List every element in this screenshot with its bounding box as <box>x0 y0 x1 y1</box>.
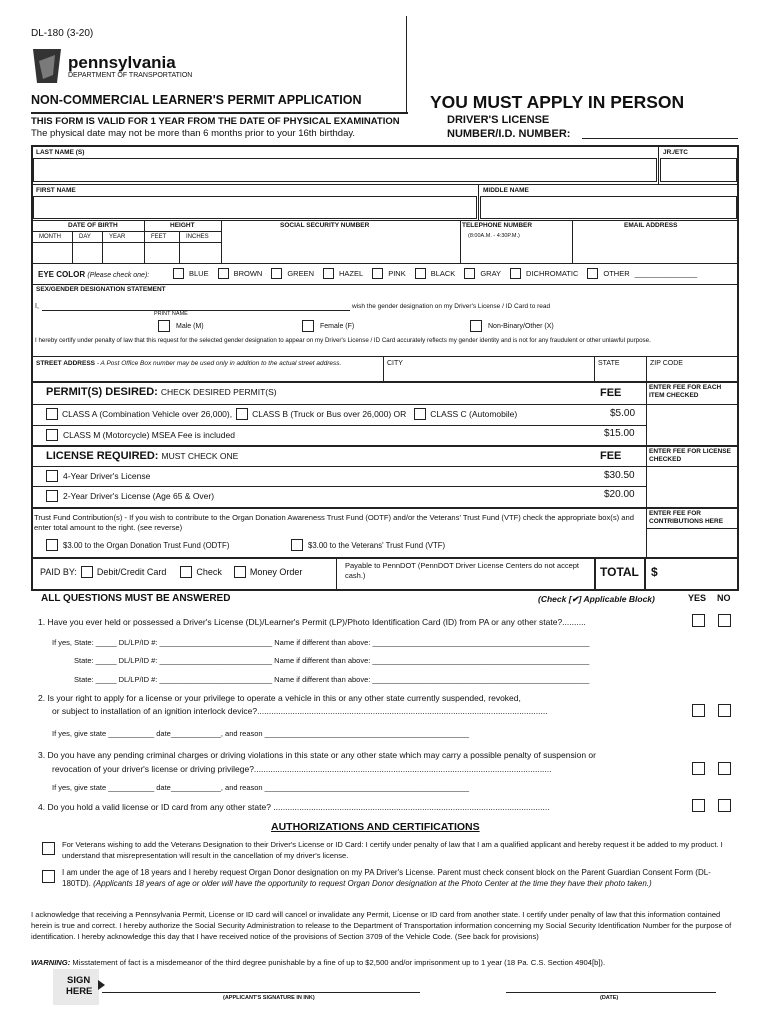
license-heading: LICENSE REQUIRED: MUST CHECK ONE <box>46 450 239 462</box>
day-label: DAY <box>79 234 91 240</box>
city-label: CITY <box>387 360 403 367</box>
dl-number-label: DRIVER'S LICENSE <box>447 114 550 126</box>
vtf-checkbox[interactable] <box>291 539 303 551</box>
eye-other-input[interactable]: _______________ <box>634 269 698 278</box>
q3-no-checkbox[interactable] <box>718 762 731 775</box>
eye-color-options: BLUE BROWN GREEN HAZEL PINK BLACK GRAY DICHROMATIC OTHER _______________ <box>173 268 697 279</box>
female-checkbox[interactable] <box>302 320 314 332</box>
question-2b: or subject to installation of an ignition interlock device?........................................................................................................................... <box>52 706 548 716</box>
year-label: YEAR <box>109 234 126 240</box>
acknowledgement-text: I acknowledge that receiving a Pennsylvania Permit, License or ID card will cancel or invalidate any Permit, License or ID card from another state. I certify under penalty of law that this information contained herein is true and correct. I hereby authorize the Social Security Administration to release to the Department of Transportation information concerning my Social Security Identification Number for the purpose of identification. I hereby acknowledge this day that I have received notice of the provisions of Section 3709 of the Vehicle Code. (See back for provisions) <box>31 910 732 941</box>
check-checkbox[interactable] <box>180 566 192 578</box>
gender-i: I, <box>35 303 39 310</box>
class-c-checkbox[interactable] <box>414 408 426 420</box>
print-name-caption: PRINT NAME <box>154 311 188 317</box>
last-name-label: LAST NAME (S) <box>36 149 85 156</box>
last-name-input[interactable] <box>33 158 657 182</box>
fee-class-abc: $5.00 <box>610 408 636 419</box>
q1-detail-2[interactable]: State: _____ DL/LP/ID #: ___________________________ Name if different than above: ____________________________________________________ <box>74 656 590 665</box>
email-input[interactable] <box>573 231 737 262</box>
class-m-checkbox[interactable] <box>46 429 58 441</box>
eye-hazel-checkbox[interactable] <box>323 268 334 279</box>
veterans-text: For Veterans wishing to add the Veterans Designation to their Driver's License or ID Card: I certify under penalty of law that I am a qualified applicant and hereby request it be added to my product. I understand that misrepresentation will result in the cancellation of my driver's license. <box>62 840 723 860</box>
print-name-input[interactable] <box>42 310 350 311</box>
money-order-checkbox[interactable] <box>234 566 246 578</box>
keystone-logo-icon <box>31 49 63 83</box>
odtf-checkbox[interactable] <box>46 539 58 551</box>
check-applicable-note: (Check [✔] Applicable Block) <box>538 594 655 604</box>
middle-name-label: MIDDLE NAME <box>483 187 529 194</box>
physical-date-notice: The physical date may not be more than 6 months prior to your 16th birthday. <box>31 128 356 139</box>
permits-heading: PERMIT(S) DESIRED: CHECK DESIRED PERMIT(S) <box>46 386 277 398</box>
question-4: 4. Do you hold a valid license or ID card from any other state? ..................................................................................................................... <box>38 802 550 812</box>
paid-by-label: PAID BY: <box>40 567 77 577</box>
gender-wish-text: wish the gender designation on my Driver's License / ID Card to read <box>352 303 551 310</box>
street-address-input[interactable] <box>33 368 382 380</box>
dl-number-label-2: NUMBER/I.D. NUMBER: <box>447 128 571 140</box>
form-id: DL-180 (3-20) <box>31 28 94 39</box>
middle-name-input[interactable] <box>480 196 737 219</box>
total-label: TOTAL <box>600 565 639 579</box>
warning-text: WARNING: Misstatement of fact is a misdemeanor of the third degree punishable by a fine of up to $2,500 and/or imprisonment up to 1 year (18 Pa. C.S. Section 4904[b]). <box>31 958 606 967</box>
email-label: EMAIL ADDRESS <box>624 222 678 229</box>
male-checkbox[interactable] <box>158 320 170 332</box>
suffix-input[interactable] <box>660 158 737 182</box>
ssn-label: SOCIAL SECURITY NUMBER <box>280 222 370 229</box>
q4-no-checkbox[interactable] <box>718 799 731 812</box>
nonbinary-checkbox[interactable] <box>470 320 482 332</box>
trust-fund-text: Trust Fund Contribution(s) - If you wish to contribute to the Organ Donation Awareness Trust Fund (ODTF) and/or the Veterans' Trust Fund (VTF) check the appropriate box(s) and enter total amount to the right. (see reverse) <box>34 513 634 532</box>
telephone-label: TELEPHONE NUMBER <box>462 222 533 229</box>
yes-header: YES <box>688 593 707 603</box>
eye-blue-checkbox[interactable] <box>173 268 184 279</box>
date-caption: (DATE) <box>600 995 619 1001</box>
debit-credit-checkbox[interactable] <box>81 566 93 578</box>
eye-other-checkbox[interactable] <box>587 268 598 279</box>
state-label: STATE <box>598 360 620 367</box>
arrow-right-icon <box>98 980 105 990</box>
feet-label: FEET <box>151 234 167 240</box>
q4-yes-checkbox[interactable] <box>692 799 705 812</box>
permit-enter-fee-label: ENTER FEE FOR EACH ITEM CHECKED <box>649 384 722 399</box>
eye-brown-checkbox[interactable] <box>218 268 229 279</box>
phone-hours: (8:00A.M. - 4:30P.M.) <box>468 233 520 239</box>
form-title: NON-COMMERCIAL LEARNER'S PERMIT APPLICATION <box>31 93 362 107</box>
valid-notice: THIS FORM IS VALID FOR 1 YEAR FROM THE DATE OF PHYSICAL EXAMINATION <box>31 116 400 127</box>
q2-yes-checkbox[interactable] <box>692 704 705 717</box>
eye-color-label: EYE COLOR (Please check one): <box>38 270 150 279</box>
signature-caption: (APPLICANT'S SIGNATURE IN INK) <box>223 995 315 1001</box>
eye-dichromatic-checkbox[interactable] <box>510 268 521 279</box>
payable-note: Payable to PennDOT (PennDOT Driver License Centers do not accept cash.) <box>345 561 580 580</box>
jr-etc-label: JR./ETC <box>663 149 688 156</box>
total-input[interactable] <box>660 560 736 588</box>
q3-yes-checkbox[interactable] <box>692 762 705 775</box>
telephone-input[interactable] <box>461 240 571 262</box>
date-input[interactable] <box>506 992 716 993</box>
q2-no-checkbox[interactable] <box>718 704 731 717</box>
first-name-label: FIRST NAME <box>36 187 76 194</box>
question-2a: 2. Is your right to apply for a license or your privilege to operate a vehicle in this or any other state currently suspended, revoked, <box>38 693 521 703</box>
trust-fee-input[interactable] <box>647 529 737 556</box>
eye-green-checkbox[interactable] <box>271 268 282 279</box>
fee-four-year: $30.50 <box>604 470 635 481</box>
state-input[interactable] <box>595 368 645 380</box>
q1-detail-3[interactable]: State: _____ DL/LP/ID #: ___________________________ Name if different than above: ____________________________________________________ <box>74 675 590 684</box>
auth-heading: AUTHORIZATIONS AND CERTIFICATIONS <box>271 821 480 833</box>
sign-label: SIGN <box>67 975 91 986</box>
month-label: MONTH <box>39 234 61 240</box>
birth-year-input[interactable] <box>103 243 143 262</box>
signature-input[interactable] <box>102 992 420 993</box>
organ-donor-text: I am under the age of 18 years and I hereby request Organ Donor designation on my PA Driver's License. Parent must check consent block on the Parent Guardian Consent Form (DL-180TD). (Applicants 18 years of age or older will have the opportunity to request Organ Donor designation at the Photo Center at the time they have their photo taken.) <box>62 868 711 888</box>
permit-fee-input[interactable] <box>647 405 737 445</box>
height-feet-input[interactable] <box>145 243 178 262</box>
ssn-input[interactable] <box>222 231 459 262</box>
q1-detail-1[interactable]: If yes, State: _____ DL/LP/ID #: ___________________________ Name if different than above: ____________________________________________________ <box>52 638 590 647</box>
here-label: HERE <box>66 986 93 997</box>
permit-fee-label: FEE <box>600 387 622 399</box>
dob-label: DATE OF BIRTH <box>68 222 118 229</box>
q1-yes-checkbox[interactable] <box>692 614 705 627</box>
no-header: NO <box>717 593 731 603</box>
birth-day-input[interactable] <box>73 243 101 262</box>
city-input[interactable] <box>384 368 593 380</box>
question-3b: revocation of your driver's license or driving privilege?.............................................................................................................................. <box>52 764 552 774</box>
license-enter-fee-label: ENTER FEE FOR LICENSE CHECKED <box>649 448 731 463</box>
fee-class-m: $15.00 <box>604 428 635 439</box>
street-address-label: STREET ADDRESS - A Post Office Box number may be used only in addition to the actual street address. <box>36 360 342 367</box>
question-3a: 3. Do you have any pending criminal charges or driving violations in this state or any other state which may carry a possible penalty of suspension or <box>38 750 596 760</box>
height-inches-input[interactable] <box>180 243 220 262</box>
question-1: 1. Have you ever held or possessed a Driver's License (DL)/Learner's Permit (LP)/Photo Identification Card (ID) from PA or any other state?.......... <box>38 617 586 627</box>
q2-detail[interactable]: If yes, give state ___________ date____________, and reason _________________________________________________ <box>52 729 470 738</box>
license-fee-input[interactable] <box>647 467 737 507</box>
gender-certification: I hereby certify under penalty of law that this request for the selected gender designation to appear on my Driver's License / ID Card accurately reflects my gender identity and is not for any fraudulent or other unlawful purpose. <box>35 337 651 344</box>
department-name: DEPARTMENT OF TRANSPORTATION <box>68 72 193 79</box>
veterans-checkbox[interactable] <box>42 842 55 855</box>
first-name-input[interactable] <box>33 196 477 219</box>
class-a-checkbox[interactable] <box>46 408 58 420</box>
inches-label: INCHES <box>186 234 209 240</box>
gender-heading: SEX/GENDER DESIGNATION STATEMENT <box>36 286 166 293</box>
eye-gray-checkbox[interactable] <box>464 268 475 279</box>
apply-in-person-notice: YOU MUST APPLY IN PERSON <box>430 92 685 112</box>
two-year-license-checkbox[interactable] <box>46 490 58 502</box>
fee-two-year: $20.00 <box>604 489 635 500</box>
eye-black-checkbox[interactable] <box>415 268 426 279</box>
dollar-sign: $ <box>651 565 658 579</box>
height-label: HEIGHT <box>170 222 195 229</box>
q3-detail[interactable]: If yes, give state ___________ date____________, and reason _________________________________________________ <box>52 783 470 792</box>
class-b-checkbox[interactable] <box>236 408 248 420</box>
birth-month-input[interactable] <box>34 243 71 262</box>
eye-pink-checkbox[interactable] <box>372 268 383 279</box>
zip-label: ZIP CODE <box>650 360 683 367</box>
four-year-license-checkbox[interactable] <box>46 470 58 482</box>
license-fee-label: FEE <box>600 450 622 462</box>
trust-enter-fee-label: ENTER FEE FOR CONTRIBUTIONS HERE <box>649 510 724 525</box>
q1-no-checkbox[interactable] <box>718 614 731 627</box>
organ-donor-checkbox[interactable] <box>42 870 55 883</box>
questions-heading: ALL QUESTIONS MUST BE ANSWERED <box>41 593 231 604</box>
state-name: pennsylvania <box>68 53 176 72</box>
zip-input[interactable] <box>647 368 737 380</box>
